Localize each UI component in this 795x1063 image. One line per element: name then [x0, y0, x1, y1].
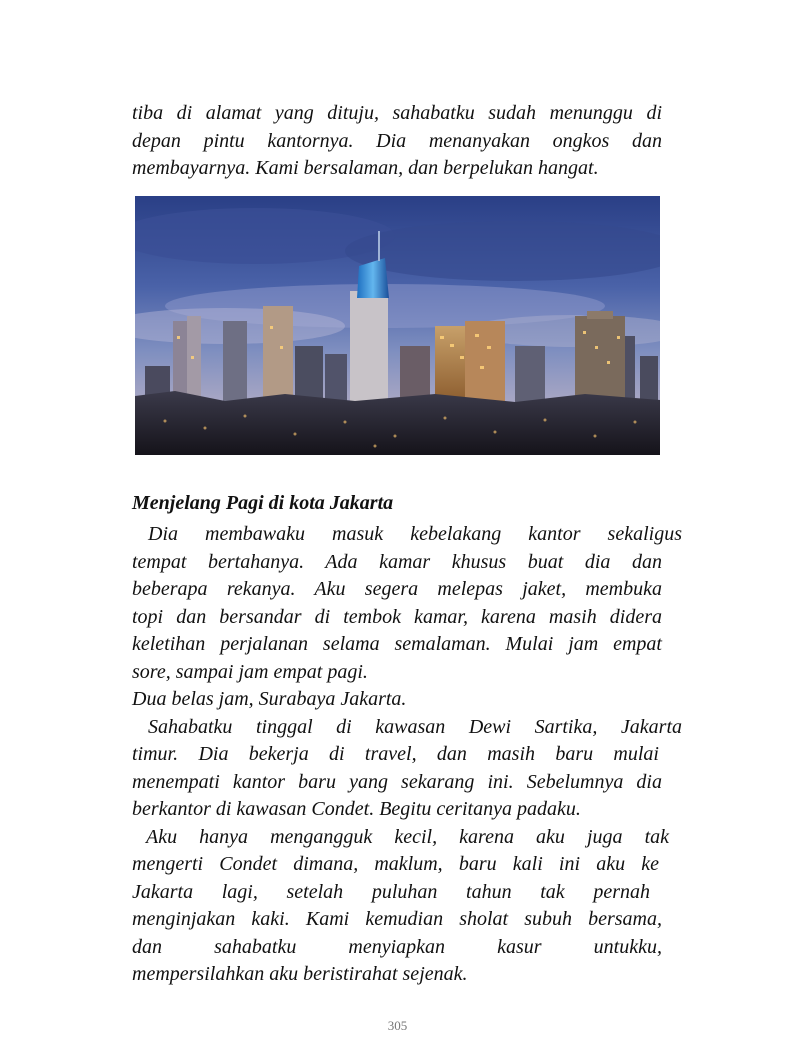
text-line: Dia membawaku masuk kebelakang kantor sekaligus — [148, 523, 682, 545]
text-line: Jakarta lagi, setelah puluhan tahun tak pernah — [132, 880, 650, 903]
section-heading: Menjelang Pagi di kota Jakarta — [132, 492, 394, 514]
top-paragraph — [132, 100, 662, 183]
text-line: Sahabatku tinggal di kawasan Dewi Sartika, Jakarta — [148, 715, 682, 738]
text-line: Aku hanya mengangguk kecil, karena aku juga tak — [146, 825, 669, 848]
text-line: Dua belas jam, Surabaya Jakarta. — [132, 688, 407, 710]
text-line: berkantor di kawasan Condet. Begitu ceritanya padaku. — [132, 798, 581, 820]
text-line: membayarnya. Kami bersalaman, dan berpelukan hangat. — [132, 157, 599, 179]
text-line: topi dan bersandar di tembok kamar, karena masih didera — [132, 605, 662, 628]
text-line: menempati kantor baru yang sekarang ini. Sebelumnya dia — [132, 770, 662, 793]
section-body — [132, 521, 682, 989]
jakarta-skyline-photo — [135, 196, 660, 455]
text-line: dan sahabatku menyiapkan kasur untukku, — [132, 935, 662, 958]
text-line: keletihan perjalanan selama semalaman. Mulai jam empat — [132, 633, 662, 655]
text-line: mempersilahkan aku beristirahat sejenak. — [132, 963, 468, 985]
text-line: mengerti Condet dimana, maklum, baru kali ini aku ke — [132, 853, 659, 875]
page-number: 305 — [387, 1018, 408, 1033]
text-line: tempat bertahanya. Ada kamar khusus buat dia dan — [132, 550, 662, 573]
text-line: timur. Dia bekerja di travel, dan masih baru mulai — [132, 743, 659, 765]
text-line: beberapa rekanya. Aku segera melepas jaket, membuka — [132, 578, 662, 600]
text-line: sore, sampai jam empat pagi. — [132, 660, 368, 683]
text-line: depan pintu kantornya. Dia menanyakan ongkos dan — [132, 129, 662, 152]
text-line: tiba di alamat yang dituju, sahabatku sudah menunggu di — [132, 102, 662, 124]
text-line: menginjakan kaki. Kami kemudian sholat subuh bersama, — [132, 908, 662, 930]
